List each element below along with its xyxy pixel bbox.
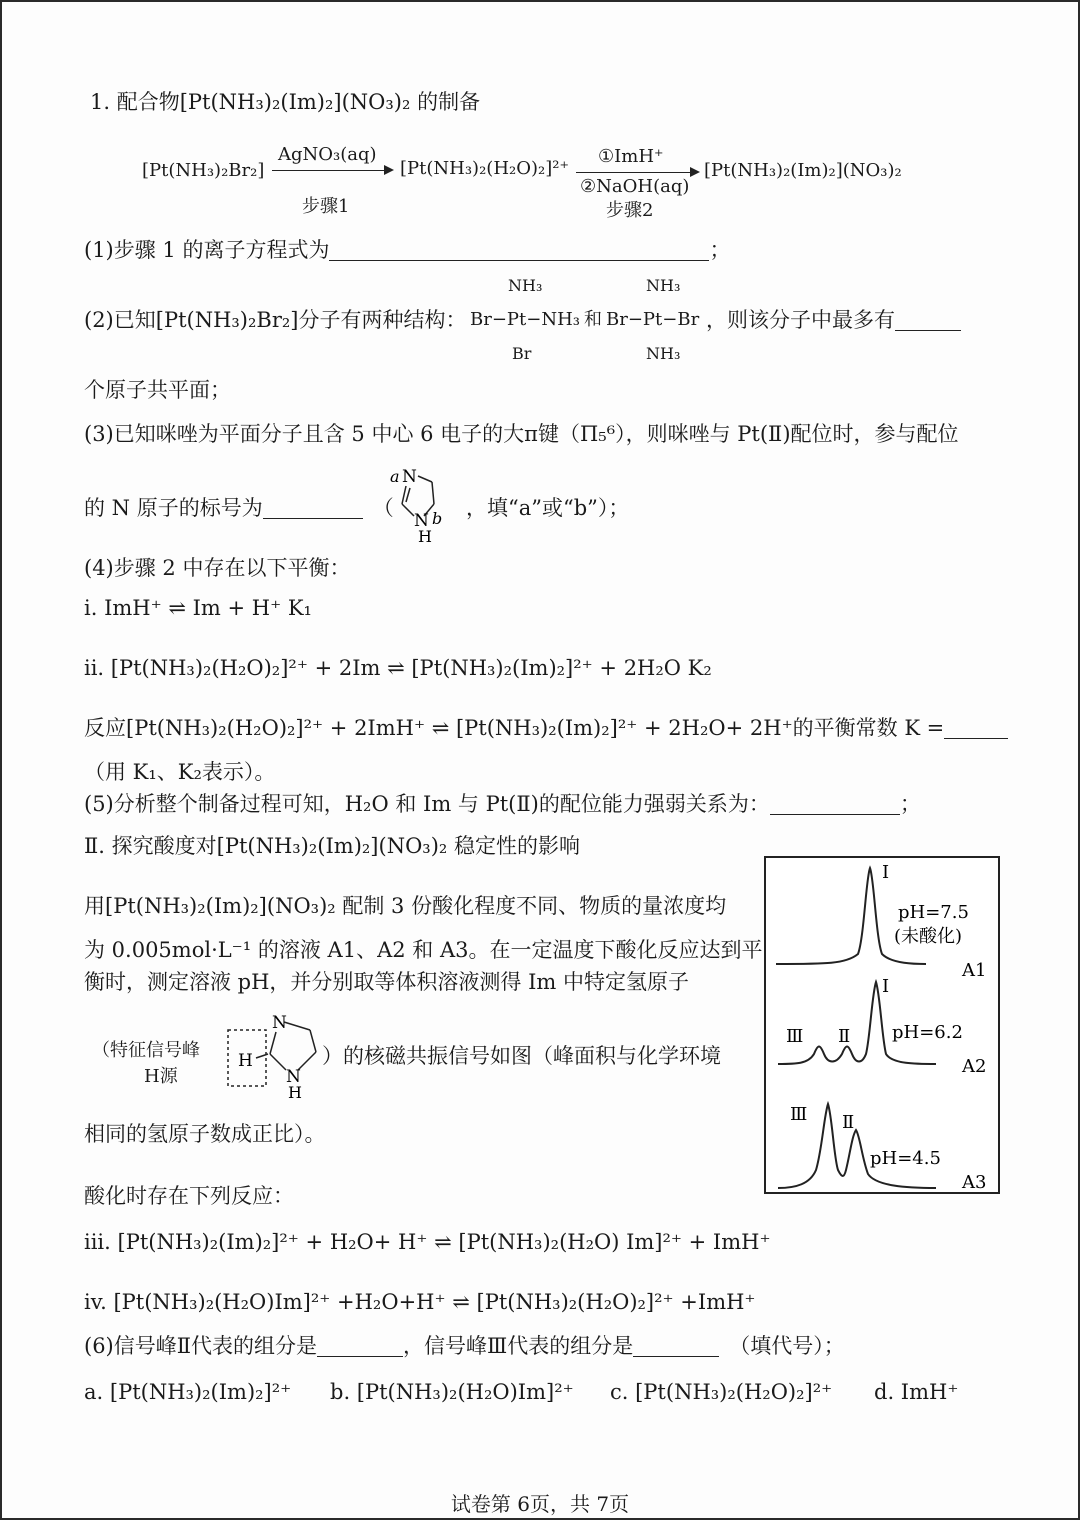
nmr-spectra-figure [764, 856, 1000, 1194]
a3-peak-iii-label: Ⅲ [790, 1104, 808, 1125]
reagent-2a: ①ImH⁺ [598, 146, 664, 167]
a1-peak-i-label: I [882, 862, 890, 883]
question-1-2-tail [706, 310, 961, 331]
part-2-para-4a: （特征信号峰 [92, 1040, 200, 1061]
n-atom-bottom: N [286, 1067, 301, 1087]
question-2-6c: （填代号）； [729, 1334, 845, 1358]
question-2-6a: (6)信号峰Ⅱ代表的组分是 [84, 1334, 318, 1358]
a1-ph-label: pH=7.5 [898, 902, 969, 923]
question-1-5-text: (5)分析整个制备过程可知，H₂O 和 Im 与 Pt(Ⅱ)的配位能力强弱关系为： [84, 792, 770, 816]
part-2-para-1: 用[Pt(NH₃)₂(Im)₂](NO₃)₂ 配制 3 份酸化程度不同、物质的量浓度均 [84, 894, 727, 918]
part-2-para-5: 相同的氢原子数成正比）。 [84, 1122, 326, 1146]
structure-2-mid: Br−Pt−Br [606, 309, 700, 330]
question-1-2-tail-text: ，则该分子中最多有 [706, 308, 895, 332]
answer-blank-5 [770, 796, 900, 815]
structure-2-top: NH₃ [646, 276, 681, 295]
question-1-2-text: (2)已知[Pt(NH₃)₂Br₂]分子有两种结构： [84, 308, 467, 332]
question-1-4-intro: (4)步骤 2 中存在以下平衡： [84, 556, 351, 580]
question-1-1-text: (1)步骤 1 的离子方程式为 [84, 238, 330, 262]
question-2-6 [84, 1336, 845, 1357]
a2-peak-iii-label: Ⅲ [786, 1026, 804, 1047]
a2-peak-ii-label: Ⅱ [838, 1026, 851, 1047]
structure-1-mid: Br−Pt−NH₃ [470, 309, 581, 330]
question-1-5 [84, 794, 921, 815]
n-atom-top: N [272, 1013, 287, 1033]
label-a: a [390, 467, 400, 486]
imidazole-h-source-structure [224, 1010, 334, 1100]
question-1-2-line2: 个原子共平面； [84, 378, 231, 402]
structure-1-bottom: Br [512, 344, 532, 363]
a1-sample-label: A1 [962, 960, 987, 981]
option-b: b. [Pt(NH₃)₂(H₂O)Im]²⁺ [330, 1380, 574, 1404]
h-source-atom: H [238, 1051, 253, 1071]
question-1-4-reaction-text: 反应[Pt(NH₃)₂(H₂O)₂]²⁺ + 2ImH⁺ ⇌ [Pt(NH₃)₂(Im)₂]²⁺ + 2H₂O+ 2H⁺的平衡常数 K = [84, 716, 945, 740]
part-2-para-4a2: H源 [144, 1066, 178, 1087]
reagent-2b: ②NaOH(aq) [580, 176, 690, 197]
answer-blank-2 [895, 312, 961, 331]
structure-1-top: NH₃ [508, 276, 543, 295]
question-1-4-hint: （用 K₁、K₂表示）。 [84, 760, 276, 784]
q1-title: 1. 配合物[Pt(NH₃)₂(Im)₂](NO₃)₂ 的制备 [90, 90, 481, 114]
reagent-1: AgNO₃(aq) [278, 144, 377, 165]
step-2-label: 步骤2 [606, 200, 654, 221]
reaction-arrow-2 [576, 172, 698, 173]
question-1-3-line2 [84, 498, 394, 519]
answer-blank-7 [633, 1338, 719, 1357]
question-2-6b: ，信号峰Ⅲ代表的组分是 [403, 1334, 634, 1358]
step-1-label: 步骤1 [302, 196, 350, 217]
option-c: c. [Pt(NH₃)₂(H₂O)₂]²⁺ [610, 1380, 833, 1404]
question-1-1 [84, 240, 730, 261]
nh-hydrogen: H [288, 1083, 302, 1100]
a2-peak-i-label: I [882, 976, 890, 997]
question-1-4-reaction [84, 718, 1008, 739]
equilibrium-iii: iii. [Pt(NH₃)₂(Im)₂]²⁺ + H₂O+ H⁺ ⇌ [Pt(NH₃)₂(H₂O) Im]²⁺ + ImH⁺ [84, 1230, 771, 1254]
part-2-para-3: 衡时，测定溶液 pH，并分别取等体积溶液测得 Im 中特定氢原子 [84, 970, 689, 994]
intermediate: [Pt(NH₃)₂(H₂O)₂]²⁺ [400, 158, 569, 179]
n-atom-a: N [402, 467, 417, 487]
part-2-para-6: 酸化时存在下列反应： [84, 1184, 294, 1208]
reaction-arrow-1 [272, 170, 392, 171]
n-atom-b: N [414, 511, 429, 531]
a3-ph-label: pH=4.5 [870, 1148, 941, 1169]
question-1-3-line1: (3)已知咪唑为平面分子且含 5 中心 6 电子的大π键（Π₅⁶），则咪唑与 Pt(Ⅱ)配位时，参与配位 [84, 422, 959, 446]
question-1-3-line2b: ，填“a”或“b”）； [466, 496, 630, 520]
answer-blank-3 [263, 500, 363, 519]
part-2-title: Ⅱ. 探究酸度对[Pt(NH₃)₂(Im)₂](NO₃)₂ 稳定性的影响 [84, 834, 580, 858]
a2-ph-label: pH=6.2 [892, 1022, 963, 1043]
h-atom: H [418, 527, 432, 546]
a3-sample-label: A3 [962, 1172, 987, 1192]
paren-open: （ [372, 496, 394, 520]
nmr-spectra-svg [766, 858, 998, 1192]
imidazole-structure [384, 460, 464, 546]
answer-blank-1 [329, 242, 709, 261]
page-footer: 试卷第 6页，共 7页 [450, 1492, 630, 1516]
equilibrium-ii: ii. [Pt(NH₃)₂(H₂O)₂]²⁺ + 2Im ⇌ [Pt(NH₃)₂(Im)₂]²⁺ + 2H₂O K₂ [84, 656, 712, 680]
answer-blank-6 [317, 1338, 403, 1357]
equilibrium-i: i. ImH⁺ ⇌ Im + H⁺ K₁ [84, 596, 312, 620]
part-2-para-4b: ）的核磁共振信号如图（峰面积与化学环境 [322, 1044, 721, 1068]
answer-blank-4 [944, 720, 1008, 739]
option-a: a. [Pt(NH₃)₂(Im)₂]²⁺ [84, 1380, 292, 1404]
part-2-para-2: 为 0.005mol·L⁻¹ 的溶液 A1、A2 和 A3。在一定温度下酸化反应达到平 [84, 938, 763, 962]
a1-note-label: (未酸化) [894, 926, 963, 947]
equilibrium-iv: iv. [Pt(NH₃)₂(H₂O)Im]²⁺ +H₂O+H⁺ ⇌ [Pt(NH₃)₂(H₂O)₂]²⁺ +ImH⁺ [84, 1290, 756, 1314]
label-b: b [432, 509, 443, 528]
option-d: d. ImH⁺ [874, 1380, 959, 1404]
product: [Pt(NH₃)₂(Im)₂](NO₃)₂ [704, 160, 902, 181]
structure-and: 和 [584, 309, 602, 330]
a2-sample-label: A2 [962, 1056, 987, 1077]
question-1-1-end: ； [709, 238, 731, 262]
structure-2-bottom: NH₃ [646, 344, 681, 363]
question-1-3-line2a: 的 N 原子的标号为 [84, 496, 263, 520]
a3-peak-ii-label: Ⅱ [842, 1112, 855, 1133]
question-1-5-end: ； [899, 792, 921, 816]
reactant: [Pt(NH₃)₂Br₂] [142, 160, 265, 181]
